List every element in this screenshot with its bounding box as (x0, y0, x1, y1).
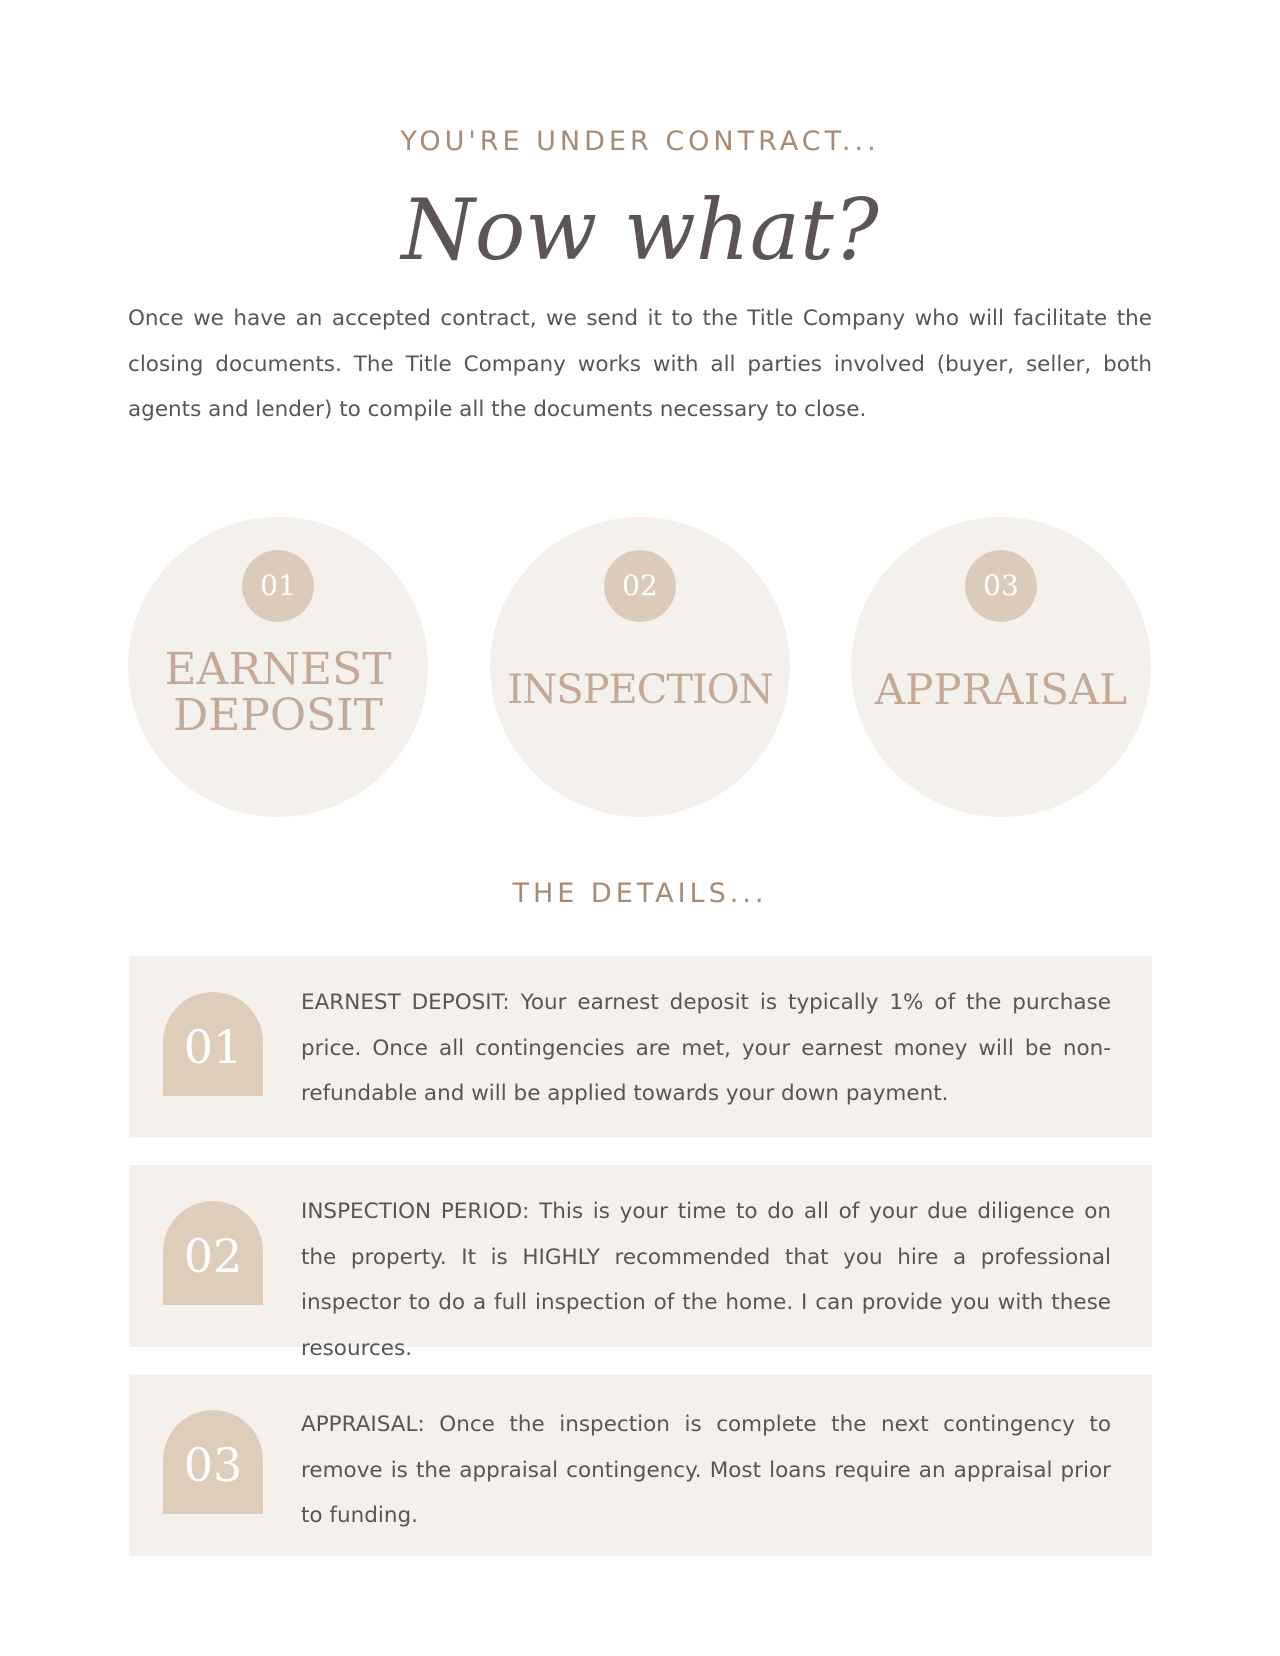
detail-text: EARNEST DEPOSIT: Your earnest deposit is typically 1% of the purchase price. Once all contingencies are met, your earnest money will be non-refundable and will be applied towards your down payment. (301, 990, 1111, 1106)
details-heading: THE DETAILS... (512, 878, 768, 909)
arch-number-badge: 03 (163, 1410, 263, 1514)
step-number-badge: 03 (965, 550, 1037, 622)
step-circle-appraisal (851, 517, 1151, 817)
step-title: APPRAISAL (874, 665, 1128, 714)
arch-number-badge: 02 (163, 1201, 263, 1305)
step-circle-earnest-deposit (128, 517, 428, 817)
detail-text: APPRAISAL: Once the inspection is complete the next contingency to remove is the appraisal contingency. Most loans require an appraisal prior to funding. (301, 1412, 1111, 1528)
detail-text: INSPECTION PERIOD: This is your time to do all of your due diligence on the property. It is HIGHLY recommended that you hire a professional inspector to do a full inspection of the home. I can provide you with these resources. (301, 1199, 1111, 1361)
step-circle-inspection (490, 517, 790, 817)
eyebrow-heading: YOU'RE UNDER CONTRACT... (400, 126, 880, 157)
arch-number-badge: 01 (163, 992, 263, 1096)
step-number-badge: 01 (242, 550, 314, 622)
page-title: Now what? (401, 181, 879, 279)
detail-card-inspection (129, 1165, 1152, 1361)
step-title: INSPECTION (507, 667, 773, 713)
step-number-badge: 02 (604, 550, 676, 622)
detail-card-appraisal (129, 1374, 1152, 1556)
step-title: EARNEST DEPOSIT (164, 644, 392, 741)
intro-paragraph: Once we have an accepted contract, we send it to the Title Company who will facilitate the closing documents. The Title Company works with all parties involved (buyer, seller, both agents and lender) to compile all the documents necessary to close. (128, 306, 1152, 422)
detail-card-earnest-deposit (129, 956, 1152, 1138)
